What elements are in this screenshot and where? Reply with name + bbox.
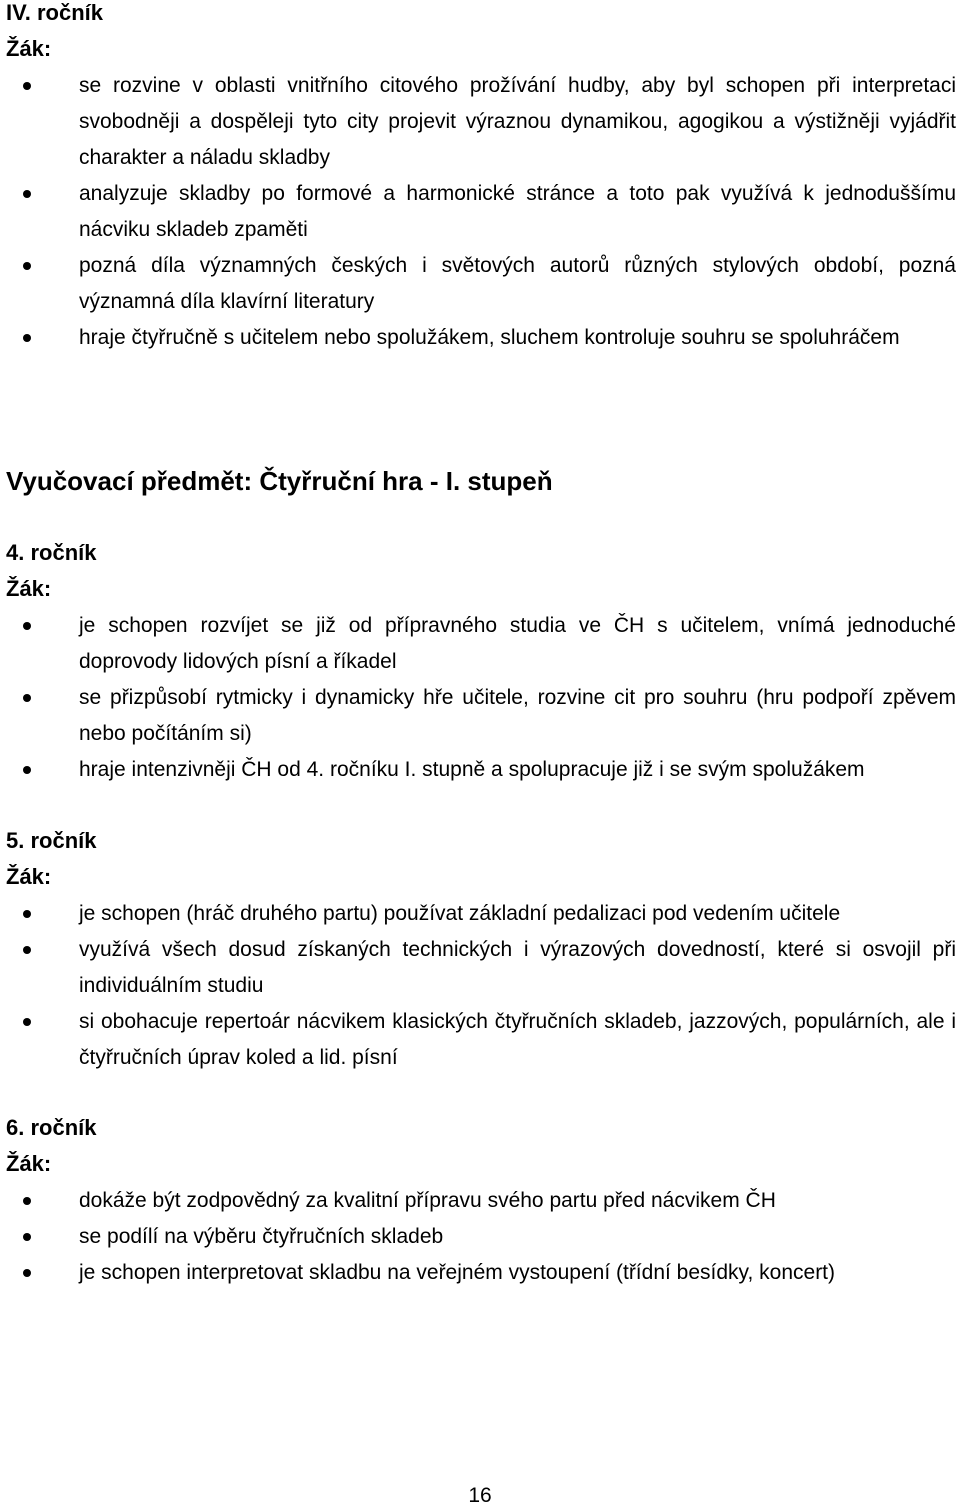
list-item-text: hraje čtyřručně s učitelem nebo spolužákem, sluchem kontroluje souhru se spoluhráčem [79, 326, 900, 349]
grade-heading: IV. ročník [6, 0, 104, 25]
student-label: Žák: [6, 576, 52, 601]
list-item [6, 1004, 956, 1076]
bullet-icon [23, 190, 31, 198]
bullet-list [6, 896, 956, 1076]
list-item-text: pozná díla významných českých i světových autorů různých stylových období, pozná významná díla klavírní literatury [79, 254, 956, 313]
list-item [6, 608, 956, 680]
bullet-icon [23, 1269, 31, 1277]
student-label: Žák: [6, 1151, 52, 1176]
bullet-list [6, 608, 956, 788]
grade-heading: 6. ročník [6, 1115, 97, 1140]
list-item-text: se rozvine v oblasti vnitřního citového prožívání hudby, aby byl schopen při interpretaci svobodněji a dospěleji tyto city projevit výraznou dynamikou, agogikou a výstižněji vyjádřit charakter a náladu skladby [79, 74, 956, 169]
list-item-text: je schopen rozvíjet se již od přípravného studia ve ČH s učitelem, vnímá jednoduché doprovody lidových písní a říkadel [79, 614, 956, 673]
list-item-text: hraje intenzivněji ČH od 4. ročníku I. stupně a spolupracuje již i se svým spolužákem [79, 758, 865, 781]
list-item-text: se podílí na výběru čtyřručních skladeb [79, 1225, 444, 1248]
section-grade-6 [6, 1110, 956, 1291]
subject-section [6, 461, 956, 501]
list-item [6, 680, 956, 752]
bullet-icon [23, 946, 31, 954]
list-item [6, 1219, 956, 1255]
grade-heading: 4. ročník [6, 540, 97, 565]
bullet-icon [23, 1233, 31, 1241]
bullet-icon [23, 82, 31, 90]
bullet-icon [23, 262, 31, 270]
student-label: Žák: [6, 864, 52, 889]
bullet-icon [23, 694, 31, 702]
bullet-icon [23, 334, 31, 342]
list-item [6, 68, 956, 176]
bullet-icon [23, 766, 31, 774]
list-item [6, 1183, 956, 1219]
list-item [6, 1255, 956, 1291]
list-item-text: se přizpůsobí rytmicky i dynamicky hře učitele, rozvine cit pro souhru (hru podpoří zpěvem nebo počítáním si) [79, 686, 956, 745]
list-item [6, 176, 956, 248]
list-item [6, 752, 956, 788]
section-grade-4 [6, 535, 956, 788]
page-number: 16 [468, 1484, 492, 1507]
list-item [6, 896, 956, 932]
section-grade-iv [6, 0, 956, 356]
subject-title: Vyučovací předmět: Čtyřruční hra - I. stupeň [6, 466, 553, 496]
student-label: Žák: [6, 36, 52, 61]
bullet-list [6, 1183, 956, 1291]
list-item-text: dokáže být zodpovědný za kvalitní přípravu svého partu před nácvikem ČH [79, 1189, 776, 1212]
bullet-list [6, 68, 956, 356]
list-item [6, 320, 956, 356]
bullet-icon [23, 910, 31, 918]
bullet-icon [23, 622, 31, 630]
list-item-text: analyzuje skladby po formové a harmonické stránce a toto pak využívá k jednoduššímu nácviku skladeb zpaměti [79, 182, 956, 241]
bullet-icon [23, 1018, 31, 1026]
list-item [6, 932, 956, 1004]
section-grade-5 [6, 823, 956, 1076]
list-item-text: je schopen interpretovat skladbu na veřejném vystoupení (třídní besídky, koncert) [79, 1261, 836, 1284]
bullet-icon [23, 1197, 31, 1205]
list-item-text: si obohacuje repertoár nácvikem klasických čtyřručních skladeb, jazzových, populárních, ale i čtyřručních úprav koled a lid. písní [79, 1010, 956, 1069]
list-item [6, 248, 956, 320]
list-item-text: je schopen (hráč druhého partu) používat základní pedalizaci pod vedením učitele [79, 902, 841, 925]
list-item-text: využívá všech dosud získaných technických i výrazových dovedností, které si osvojil při individuálním studiu [79, 938, 956, 997]
grade-heading: 5. ročník [6, 828, 97, 853]
